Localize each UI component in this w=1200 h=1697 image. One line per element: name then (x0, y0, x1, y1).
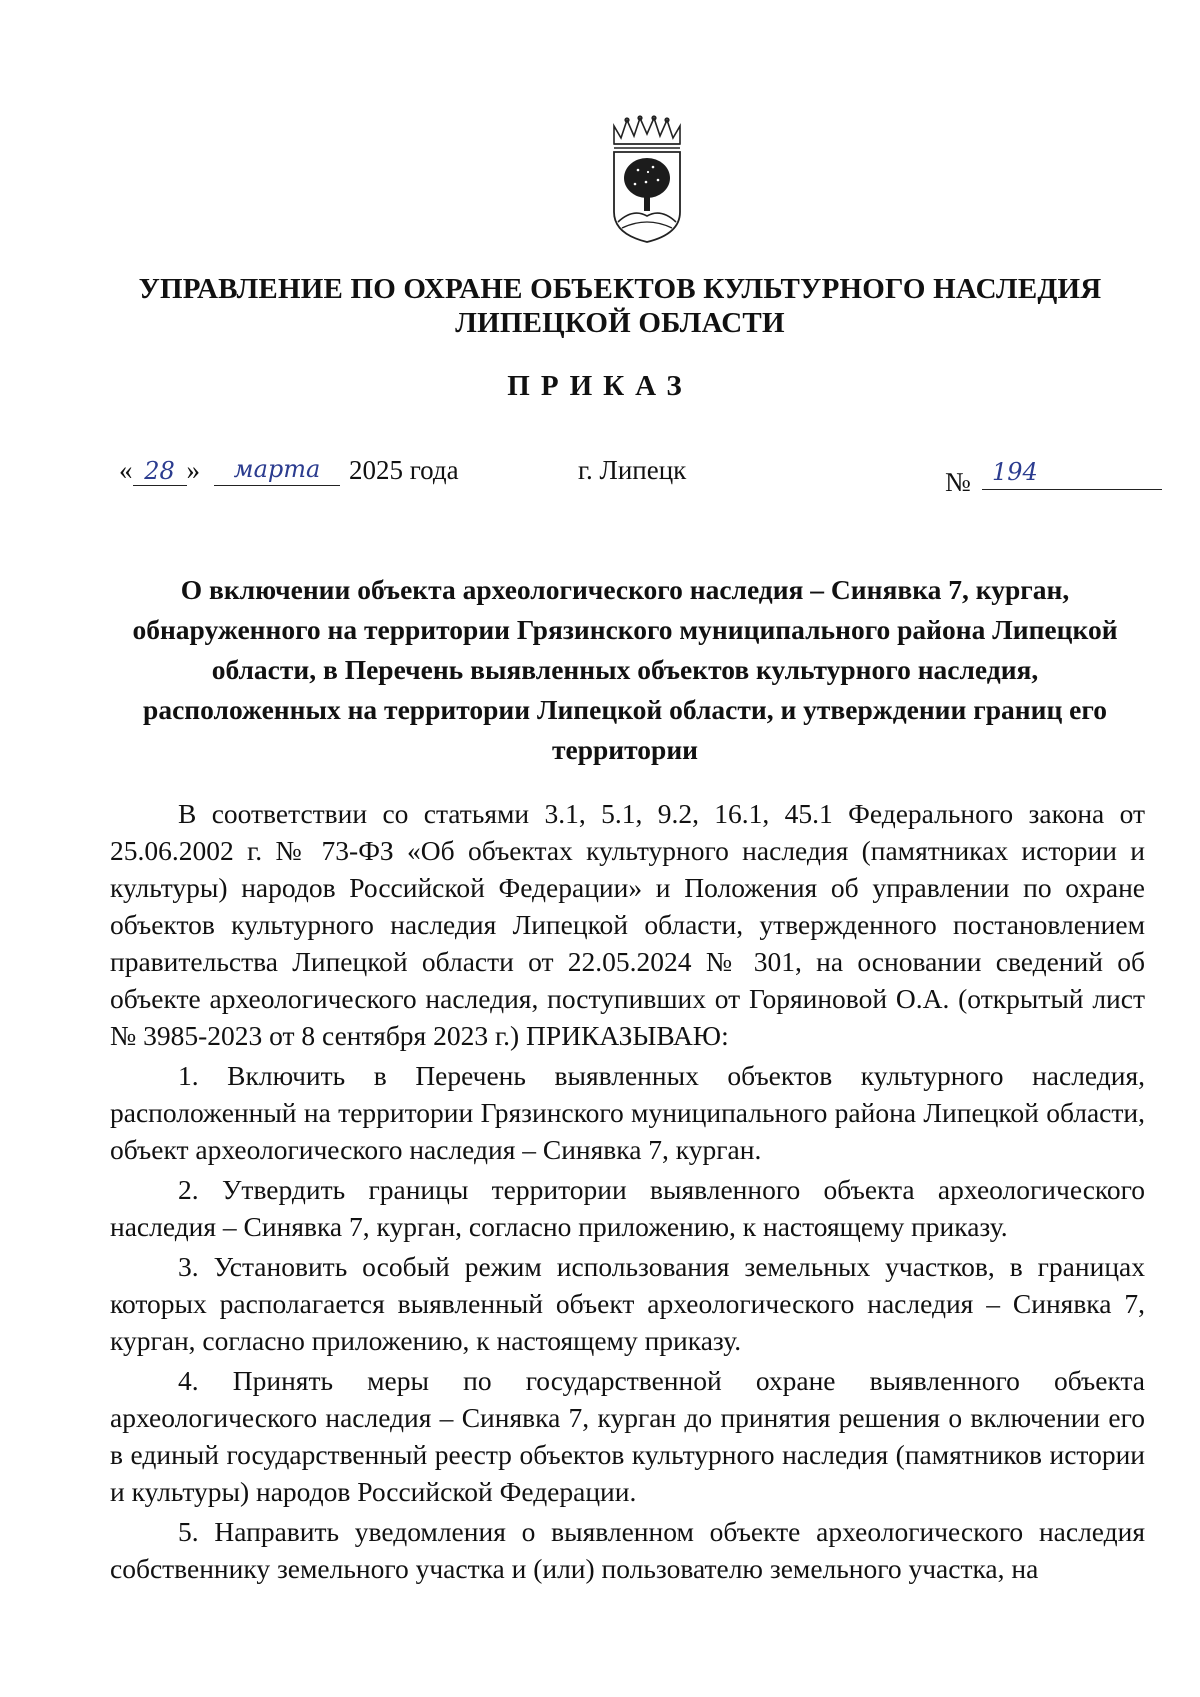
order-number-label: № (945, 467, 971, 497)
title-line: расположенных на территории Липецкой области, и утверждении границ его (143, 694, 1107, 725)
order-item-5: 5. Направить уведомления о выявленном объекте археологического наследия собственнику земельного участка и (или) пользователю земельного участка, на (110, 1516, 1145, 1584)
order-item-1: 1. Включить в Перечень выявленных объектов культурного наследия, расположенный на территории Грязинского муниципального района Липецкой области, объект археологического наследия – Синявка 7, курган. (110, 1060, 1145, 1165)
title-line: обнаруженного на территории Грязинского муниципального района Липецкой (132, 614, 1118, 645)
order-item-2: 2. Утвердить границы территории выявленного объекта археологического наследия – Синявка 7, курган, согласно приложению, к настоящему приказу. (110, 1174, 1145, 1242)
handwritten-order-number: 194 (992, 458, 1038, 486)
order-body (110, 795, 1145, 1587)
coat-of-arms-emblem (608, 112, 686, 244)
order-number-field (982, 456, 1162, 490)
order-item-4: 4. Принять меры по государственной охране выявленного объекта археологического наследия – Синявка 7, курган до принятия решения о включении его в единый государственный реестр объектов культурного наследия (памятников истории и культуры) народов Российской Федерации. (110, 1365, 1145, 1507)
order-item-3: 3. Установить особый режим использования земельных участков, в границах которых располагается выявленный объект археологического наследия – Синявка 7, курган, согласно приложению, к настоящему приказу. (110, 1251, 1145, 1356)
date-month-field (214, 455, 340, 486)
handwritten-day: 28 (144, 457, 175, 485)
document-type-heading: ПРИКАЗ (507, 370, 693, 402)
organization-name-line2: ЛИПЕЦКОЙ ОБЛАСТИ (455, 307, 785, 339)
title-line: О включении объекта археологического наследия – Синявка 7, курган, (180, 574, 1070, 605)
date-year: 2025 года (349, 455, 459, 485)
date-day-field (119, 455, 200, 486)
organization-name-line1: УПРАВЛЕНИЕ ПО ОХРАНЕ ОБЪЕКТОВ КУЛЬТУРНОГО НАСЛЕДИЯ (138, 273, 1102, 305)
open-quote: « (119, 455, 133, 485)
order-title (110, 570, 1140, 770)
close-quote: » (186, 455, 200, 485)
title-line: области, в Перечень выявленных объектов культурного наследия, (211, 654, 1039, 685)
city-name: г. Липецк (578, 455, 687, 485)
preamble-paragraph: В соответствии со статьями 3.1, 5.1, 9.2, 16.1, 45.1 Федерального закона от 25.06.2002 г. № 73-ФЗ «Об объектах культурного наследия (памятниках истории и культуры) народов Российской Федерации» и Положения об управлении по охране объектов культурного наследия Липецкой области, утвержденного постановлением правительства Липецкой области от 22.05.2024 № 301, на основании сведений об объекте археологического наследия, поступивших от Горяиновой О.А. (открытый лист № 3985-2023 от 8 сентября 2023 г.) ПРИКАЗЫВАЮ: (110, 798, 1145, 1051)
title-line: территории (551, 734, 699, 765)
handwritten-month: марта (233, 455, 321, 483)
